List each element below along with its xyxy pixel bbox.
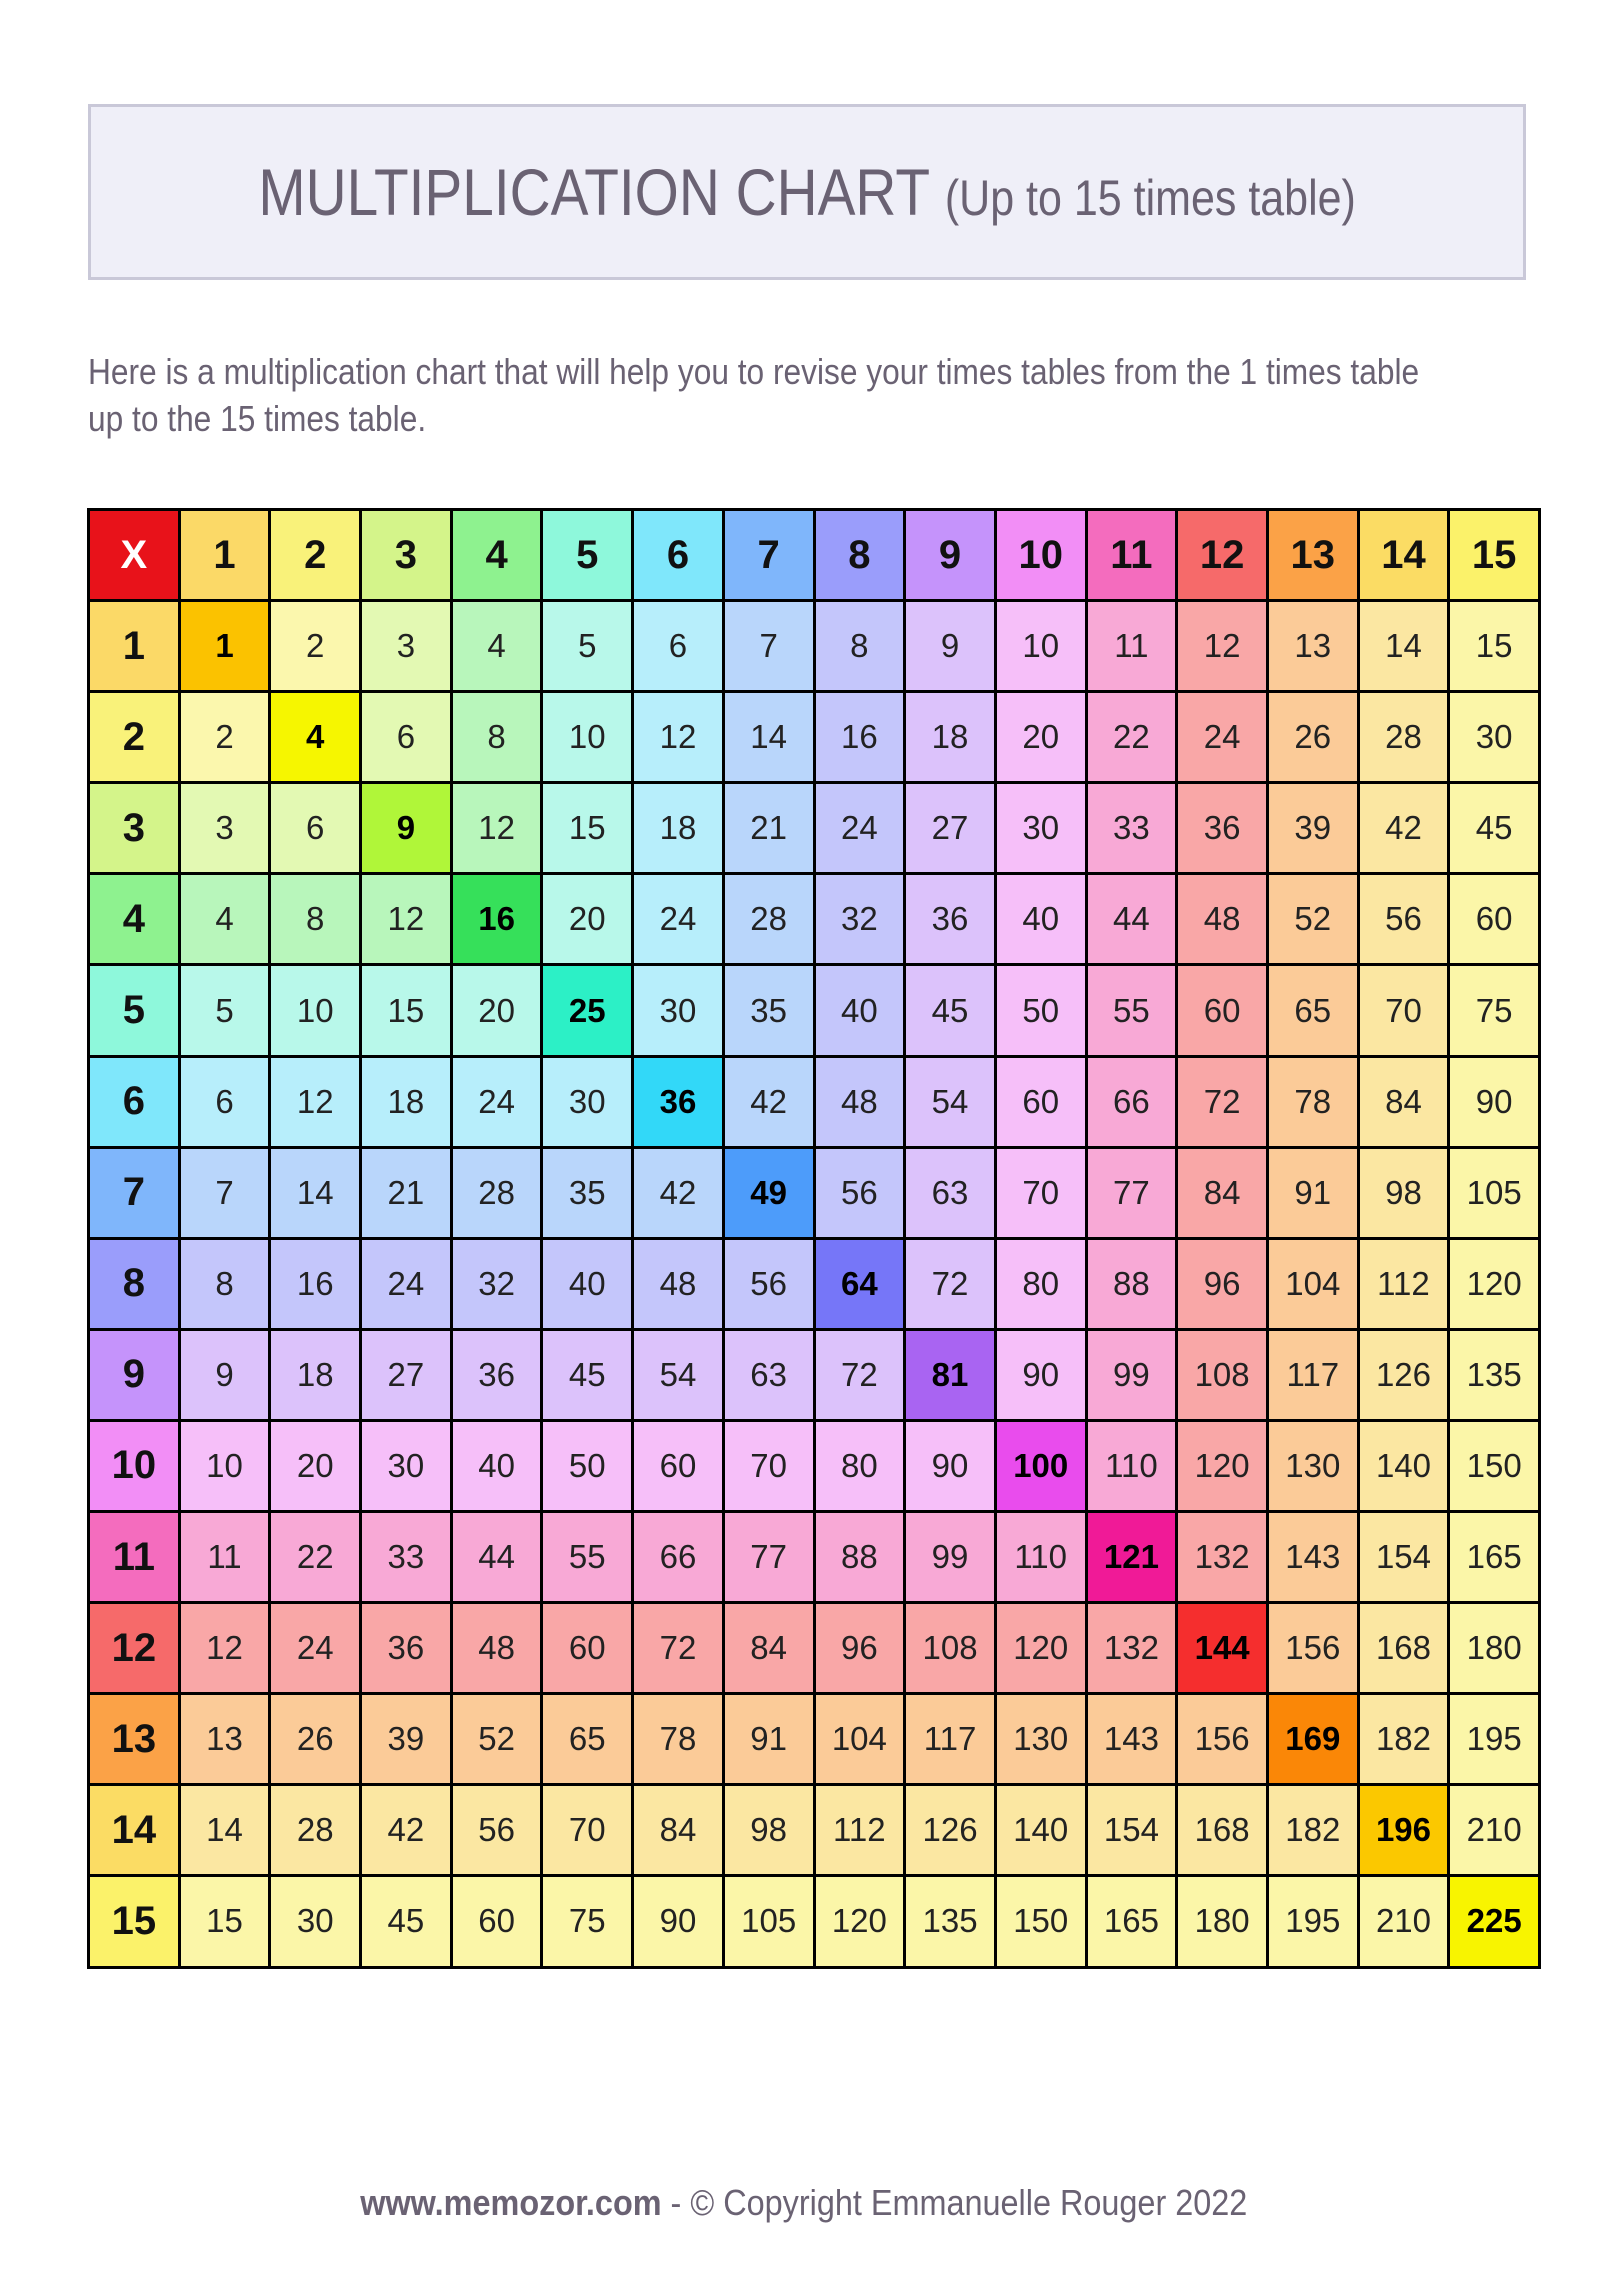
square-cell: 121 — [1086, 1512, 1177, 1603]
square-cell: 81 — [905, 1329, 996, 1420]
product-cell: 22 — [1086, 692, 1177, 783]
product-cell: 10 — [542, 692, 633, 783]
table-row — [89, 1238, 1540, 1329]
product-cell: 60 — [542, 1603, 633, 1694]
product-cell: 11 — [1086, 601, 1177, 692]
product-cell: 20 — [451, 965, 542, 1056]
product-cell: 24 — [270, 1603, 361, 1694]
footer-copyright: - © Copyright Emmanuelle Rouger 2022 — [661, 2182, 1248, 2223]
product-cell: 6 — [270, 783, 361, 874]
product-cell: 30 — [542, 1056, 633, 1147]
product-cell: 27 — [905, 783, 996, 874]
square-cell: 64 — [814, 1238, 905, 1329]
square-cell: 1 — [179, 601, 270, 692]
product-cell: 80 — [995, 1238, 1086, 1329]
row-header: 7 — [89, 1147, 180, 1238]
product-cell: 50 — [995, 965, 1086, 1056]
product-cell: 120 — [1177, 1420, 1268, 1511]
product-cell: 135 — [1449, 1329, 1540, 1420]
product-cell: 32 — [814, 874, 905, 965]
product-cell: 3 — [361, 601, 452, 692]
product-cell: 40 — [451, 1420, 542, 1511]
product-cell: 70 — [723, 1420, 814, 1511]
table-row — [89, 601, 1540, 692]
product-cell: 10 — [179, 1420, 270, 1511]
square-cell: 225 — [1449, 1876, 1540, 1967]
product-cell: 7 — [723, 601, 814, 692]
product-cell: 156 — [1267, 1603, 1358, 1694]
product-cell: 30 — [995, 783, 1086, 874]
product-cell: 77 — [723, 1512, 814, 1603]
product-cell: 66 — [1086, 1056, 1177, 1147]
product-cell: 84 — [1358, 1056, 1449, 1147]
table-row — [89, 965, 1540, 1056]
intro-line-1: Here is a multiplication chart that will help you to revise your times tables from the 1 times table — [88, 351, 1420, 392]
product-cell: 42 — [633, 1147, 724, 1238]
product-cell: 26 — [270, 1694, 361, 1785]
product-cell: 80 — [814, 1420, 905, 1511]
product-cell: 14 — [179, 1785, 270, 1876]
product-cell: 4 — [451, 601, 542, 692]
product-cell: 135 — [905, 1876, 996, 1967]
product-cell: 15 — [361, 965, 452, 1056]
product-cell: 36 — [905, 874, 996, 965]
product-cell: 12 — [451, 783, 542, 874]
product-cell: 96 — [1177, 1238, 1268, 1329]
product-cell: 13 — [1267, 601, 1358, 692]
product-cell: 30 — [361, 1420, 452, 1511]
product-cell: 48 — [451, 1603, 542, 1694]
product-cell: 36 — [1177, 783, 1268, 874]
product-cell: 6 — [633, 601, 724, 692]
product-cell: 154 — [1358, 1512, 1449, 1603]
product-cell: 132 — [1177, 1512, 1268, 1603]
product-cell: 154 — [1086, 1785, 1177, 1876]
column-header: 3 — [361, 510, 452, 601]
product-cell: 90 — [905, 1420, 996, 1511]
product-cell: 48 — [633, 1238, 724, 1329]
product-cell: 35 — [542, 1147, 633, 1238]
product-cell: 15 — [542, 783, 633, 874]
product-cell: 108 — [1177, 1329, 1268, 1420]
product-cell: 44 — [451, 1512, 542, 1603]
product-cell: 104 — [814, 1694, 905, 1785]
product-cell: 84 — [723, 1603, 814, 1694]
product-cell: 195 — [1449, 1694, 1540, 1785]
footer-site-link[interactable]: www.memozor.com — [360, 2182, 662, 2223]
product-cell: 168 — [1358, 1603, 1449, 1694]
product-cell: 75 — [1449, 965, 1540, 1056]
column-header: 14 — [1358, 510, 1449, 601]
product-cell: 28 — [723, 874, 814, 965]
product-cell: 4 — [179, 874, 270, 965]
multiplication-table — [87, 508, 1541, 1969]
product-cell: 98 — [1358, 1147, 1449, 1238]
product-cell: 20 — [270, 1420, 361, 1511]
product-cell: 90 — [633, 1876, 724, 1967]
product-cell: 126 — [1358, 1329, 1449, 1420]
row-header: 13 — [89, 1694, 180, 1785]
product-cell: 21 — [361, 1147, 452, 1238]
product-cell: 90 — [1449, 1056, 1540, 1147]
product-cell: 117 — [905, 1694, 996, 1785]
table-row — [89, 1420, 1540, 1511]
product-cell: 14 — [1358, 601, 1449, 692]
product-cell: 24 — [451, 1056, 542, 1147]
column-header: 9 — [905, 510, 996, 601]
product-cell: 91 — [1267, 1147, 1358, 1238]
product-cell: 98 — [723, 1785, 814, 1876]
product-cell: 70 — [542, 1785, 633, 1876]
product-cell: 150 — [995, 1876, 1086, 1967]
product-cell: 36 — [451, 1329, 542, 1420]
product-cell: 12 — [270, 1056, 361, 1147]
product-cell: 66 — [633, 1512, 724, 1603]
product-cell: 13 — [179, 1694, 270, 1785]
product-cell: 150 — [1449, 1420, 1540, 1511]
product-cell: 52 — [451, 1694, 542, 1785]
row-header: 1 — [89, 601, 180, 692]
product-cell: 28 — [451, 1147, 542, 1238]
product-cell: 24 — [633, 874, 724, 965]
product-cell: 130 — [995, 1694, 1086, 1785]
table-row — [89, 1876, 1540, 1967]
product-cell: 99 — [905, 1512, 996, 1603]
product-cell: 10 — [995, 601, 1086, 692]
product-cell: 6 — [361, 692, 452, 783]
product-cell: 112 — [814, 1785, 905, 1876]
product-cell: 210 — [1449, 1785, 1540, 1876]
column-header: 12 — [1177, 510, 1268, 601]
product-cell: 90 — [995, 1329, 1086, 1420]
table-row — [89, 874, 1540, 965]
product-cell: 42 — [1358, 783, 1449, 874]
product-cell: 27 — [361, 1329, 452, 1420]
intro-paragraph — [88, 348, 1420, 442]
product-cell: 14 — [723, 692, 814, 783]
product-cell: 140 — [1358, 1420, 1449, 1511]
product-cell: 165 — [1449, 1512, 1540, 1603]
product-cell: 11 — [179, 1512, 270, 1603]
product-cell: 117 — [1267, 1329, 1358, 1420]
product-cell: 72 — [905, 1238, 996, 1329]
product-cell: 15 — [1449, 601, 1540, 692]
square-cell: 169 — [1267, 1694, 1358, 1785]
product-cell: 65 — [1267, 965, 1358, 1056]
product-cell: 210 — [1358, 1876, 1449, 1967]
product-cell: 105 — [1449, 1147, 1540, 1238]
product-cell: 5 — [542, 601, 633, 692]
product-cell: 63 — [723, 1329, 814, 1420]
column-header: 2 — [270, 510, 361, 601]
product-cell: 195 — [1267, 1876, 1358, 1967]
column-header: 5 — [542, 510, 633, 601]
product-cell: 56 — [1358, 874, 1449, 965]
row-header: 5 — [89, 965, 180, 1056]
product-cell: 72 — [1177, 1056, 1268, 1147]
product-cell: 33 — [361, 1512, 452, 1603]
product-cell: 7 — [179, 1147, 270, 1238]
product-cell: 30 — [1449, 692, 1540, 783]
column-header: 7 — [723, 510, 814, 601]
product-cell: 6 — [179, 1056, 270, 1147]
product-cell: 12 — [1177, 601, 1268, 692]
table-row — [89, 1147, 1540, 1238]
product-cell: 72 — [814, 1329, 905, 1420]
product-cell: 12 — [361, 874, 452, 965]
product-cell: 108 — [905, 1603, 996, 1694]
product-cell: 78 — [633, 1694, 724, 1785]
table-row — [89, 1329, 1540, 1420]
column-header: 10 — [995, 510, 1086, 601]
product-cell: 15 — [179, 1876, 270, 1967]
product-cell: 52 — [1267, 874, 1358, 965]
product-cell: 180 — [1177, 1876, 1268, 1967]
product-cell: 60 — [1449, 874, 1540, 965]
row-header: 11 — [89, 1512, 180, 1603]
column-header: 15 — [1449, 510, 1540, 601]
product-cell: 24 — [361, 1238, 452, 1329]
title-subtitle: (Up to 15 times table) — [944, 170, 1356, 226]
product-cell: 78 — [1267, 1056, 1358, 1147]
table-row — [89, 783, 1540, 874]
square-cell: 9 — [361, 783, 452, 874]
product-cell: 180 — [1449, 1603, 1540, 1694]
product-cell: 20 — [995, 692, 1086, 783]
product-cell: 28 — [1358, 692, 1449, 783]
column-header: 1 — [179, 510, 270, 601]
product-cell: 24 — [1177, 692, 1268, 783]
product-cell: 56 — [451, 1785, 542, 1876]
product-cell: 60 — [995, 1056, 1086, 1147]
product-cell: 56 — [723, 1238, 814, 1329]
row-header: 4 — [89, 874, 180, 965]
row-header: 14 — [89, 1785, 180, 1876]
header-row — [89, 510, 1540, 601]
product-cell: 120 — [1449, 1238, 1540, 1329]
product-cell: 21 — [723, 783, 814, 874]
product-cell: 30 — [270, 1876, 361, 1967]
product-cell: 104 — [1267, 1238, 1358, 1329]
column-header: 13 — [1267, 510, 1358, 601]
table-row — [89, 1512, 1540, 1603]
product-cell: 182 — [1267, 1785, 1358, 1876]
product-cell: 8 — [814, 601, 905, 692]
square-cell: 36 — [633, 1056, 724, 1147]
product-cell: 70 — [1358, 965, 1449, 1056]
product-cell: 3 — [179, 783, 270, 874]
square-cell: 144 — [1177, 1603, 1268, 1694]
product-cell: 18 — [905, 692, 996, 783]
product-cell: 112 — [1358, 1238, 1449, 1329]
row-header: 3 — [89, 783, 180, 874]
product-cell: 75 — [542, 1876, 633, 1967]
product-cell: 55 — [1086, 965, 1177, 1056]
row-header: 8 — [89, 1238, 180, 1329]
product-cell: 120 — [995, 1603, 1086, 1694]
product-cell: 16 — [814, 692, 905, 783]
product-cell: 12 — [179, 1603, 270, 1694]
square-cell: 4 — [270, 692, 361, 783]
product-cell: 88 — [814, 1512, 905, 1603]
row-header: 6 — [89, 1056, 180, 1147]
column-header: 6 — [633, 510, 724, 601]
square-cell: 16 — [451, 874, 542, 965]
product-cell: 60 — [451, 1876, 542, 1967]
square-cell: 49 — [723, 1147, 814, 1238]
product-cell: 48 — [1177, 874, 1268, 965]
product-cell: 182 — [1358, 1694, 1449, 1785]
product-cell: 54 — [633, 1329, 724, 1420]
product-cell: 110 — [995, 1512, 1086, 1603]
product-cell: 99 — [1086, 1329, 1177, 1420]
footer — [0, 2182, 1608, 2224]
product-cell: 91 — [723, 1694, 814, 1785]
table-row — [89, 1785, 1540, 1876]
product-cell: 88 — [1086, 1238, 1177, 1329]
product-cell: 45 — [542, 1329, 633, 1420]
square-cell: 100 — [995, 1420, 1086, 1511]
product-cell: 70 — [995, 1147, 1086, 1238]
product-cell: 10 — [270, 965, 361, 1056]
row-header: 12 — [89, 1603, 180, 1694]
product-cell: 48 — [814, 1056, 905, 1147]
product-cell: 8 — [451, 692, 542, 783]
product-cell: 16 — [270, 1238, 361, 1329]
product-cell: 50 — [542, 1420, 633, 1511]
product-cell: 9 — [905, 601, 996, 692]
table-row — [89, 1603, 1540, 1694]
product-cell: 39 — [361, 1694, 452, 1785]
product-cell: 36 — [361, 1603, 452, 1694]
product-cell: 32 — [451, 1238, 542, 1329]
corner-cell: X — [89, 510, 180, 601]
product-cell: 2 — [179, 692, 270, 783]
product-cell: 84 — [633, 1785, 724, 1876]
square-cell: 196 — [1358, 1785, 1449, 1876]
column-header: 4 — [451, 510, 542, 601]
product-cell: 56 — [814, 1147, 905, 1238]
product-cell: 143 — [1086, 1694, 1177, 1785]
product-cell: 156 — [1177, 1694, 1268, 1785]
product-cell: 9 — [179, 1329, 270, 1420]
product-cell: 45 — [361, 1876, 452, 1967]
product-cell: 45 — [905, 965, 996, 1056]
product-cell: 8 — [179, 1238, 270, 1329]
product-cell: 63 — [905, 1147, 996, 1238]
product-cell: 77 — [1086, 1147, 1177, 1238]
product-cell: 22 — [270, 1512, 361, 1603]
product-cell: 54 — [905, 1056, 996, 1147]
product-cell: 33 — [1086, 783, 1177, 874]
product-cell: 42 — [361, 1785, 452, 1876]
product-cell: 140 — [995, 1785, 1086, 1876]
product-cell: 84 — [1177, 1147, 1268, 1238]
product-cell: 40 — [995, 874, 1086, 965]
product-cell: 110 — [1086, 1420, 1177, 1511]
column-header: 8 — [814, 510, 905, 601]
product-cell: 24 — [814, 783, 905, 874]
product-cell: 26 — [1267, 692, 1358, 783]
product-cell: 96 — [814, 1603, 905, 1694]
product-cell: 60 — [633, 1420, 724, 1511]
product-cell: 55 — [542, 1512, 633, 1603]
product-cell: 42 — [723, 1056, 814, 1147]
product-cell: 105 — [723, 1876, 814, 1967]
product-cell: 5 — [179, 965, 270, 1056]
product-cell: 60 — [1177, 965, 1268, 1056]
row-header: 10 — [89, 1420, 180, 1511]
product-cell: 126 — [905, 1785, 996, 1876]
table-row — [89, 1694, 1540, 1785]
product-cell: 40 — [814, 965, 905, 1056]
product-cell: 45 — [1449, 783, 1540, 874]
row-header: 2 — [89, 692, 180, 783]
intro-line-2: up to the 15 times table. — [88, 398, 427, 439]
product-cell: 72 — [633, 1603, 724, 1694]
product-cell: 14 — [270, 1147, 361, 1238]
square-cell: 25 — [542, 965, 633, 1056]
product-cell: 120 — [814, 1876, 905, 1967]
product-cell: 28 — [270, 1785, 361, 1876]
product-cell: 168 — [1177, 1785, 1268, 1876]
product-cell: 18 — [633, 783, 724, 874]
product-cell: 165 — [1086, 1876, 1177, 1967]
column-header: 11 — [1086, 510, 1177, 601]
product-cell: 65 — [542, 1694, 633, 1785]
product-cell: 44 — [1086, 874, 1177, 965]
product-cell: 30 — [633, 965, 724, 1056]
row-header: 9 — [89, 1329, 180, 1420]
row-header: 15 — [89, 1876, 180, 1967]
product-cell: 40 — [542, 1238, 633, 1329]
title-box — [88, 104, 1526, 280]
product-cell: 18 — [361, 1056, 452, 1147]
product-cell: 143 — [1267, 1512, 1358, 1603]
product-cell: 8 — [270, 874, 361, 965]
product-cell: 2 — [270, 601, 361, 692]
page-title — [258, 154, 1356, 230]
product-cell: 12 — [633, 692, 724, 783]
table-row — [89, 1056, 1540, 1147]
product-cell: 35 — [723, 965, 814, 1056]
product-cell: 39 — [1267, 783, 1358, 874]
product-cell: 132 — [1086, 1603, 1177, 1694]
table-row — [89, 692, 1540, 783]
product-cell: 18 — [270, 1329, 361, 1420]
title-main-text: MULTIPLICATION CHART — [258, 155, 929, 229]
product-cell: 20 — [542, 874, 633, 965]
product-cell: 130 — [1267, 1420, 1358, 1511]
